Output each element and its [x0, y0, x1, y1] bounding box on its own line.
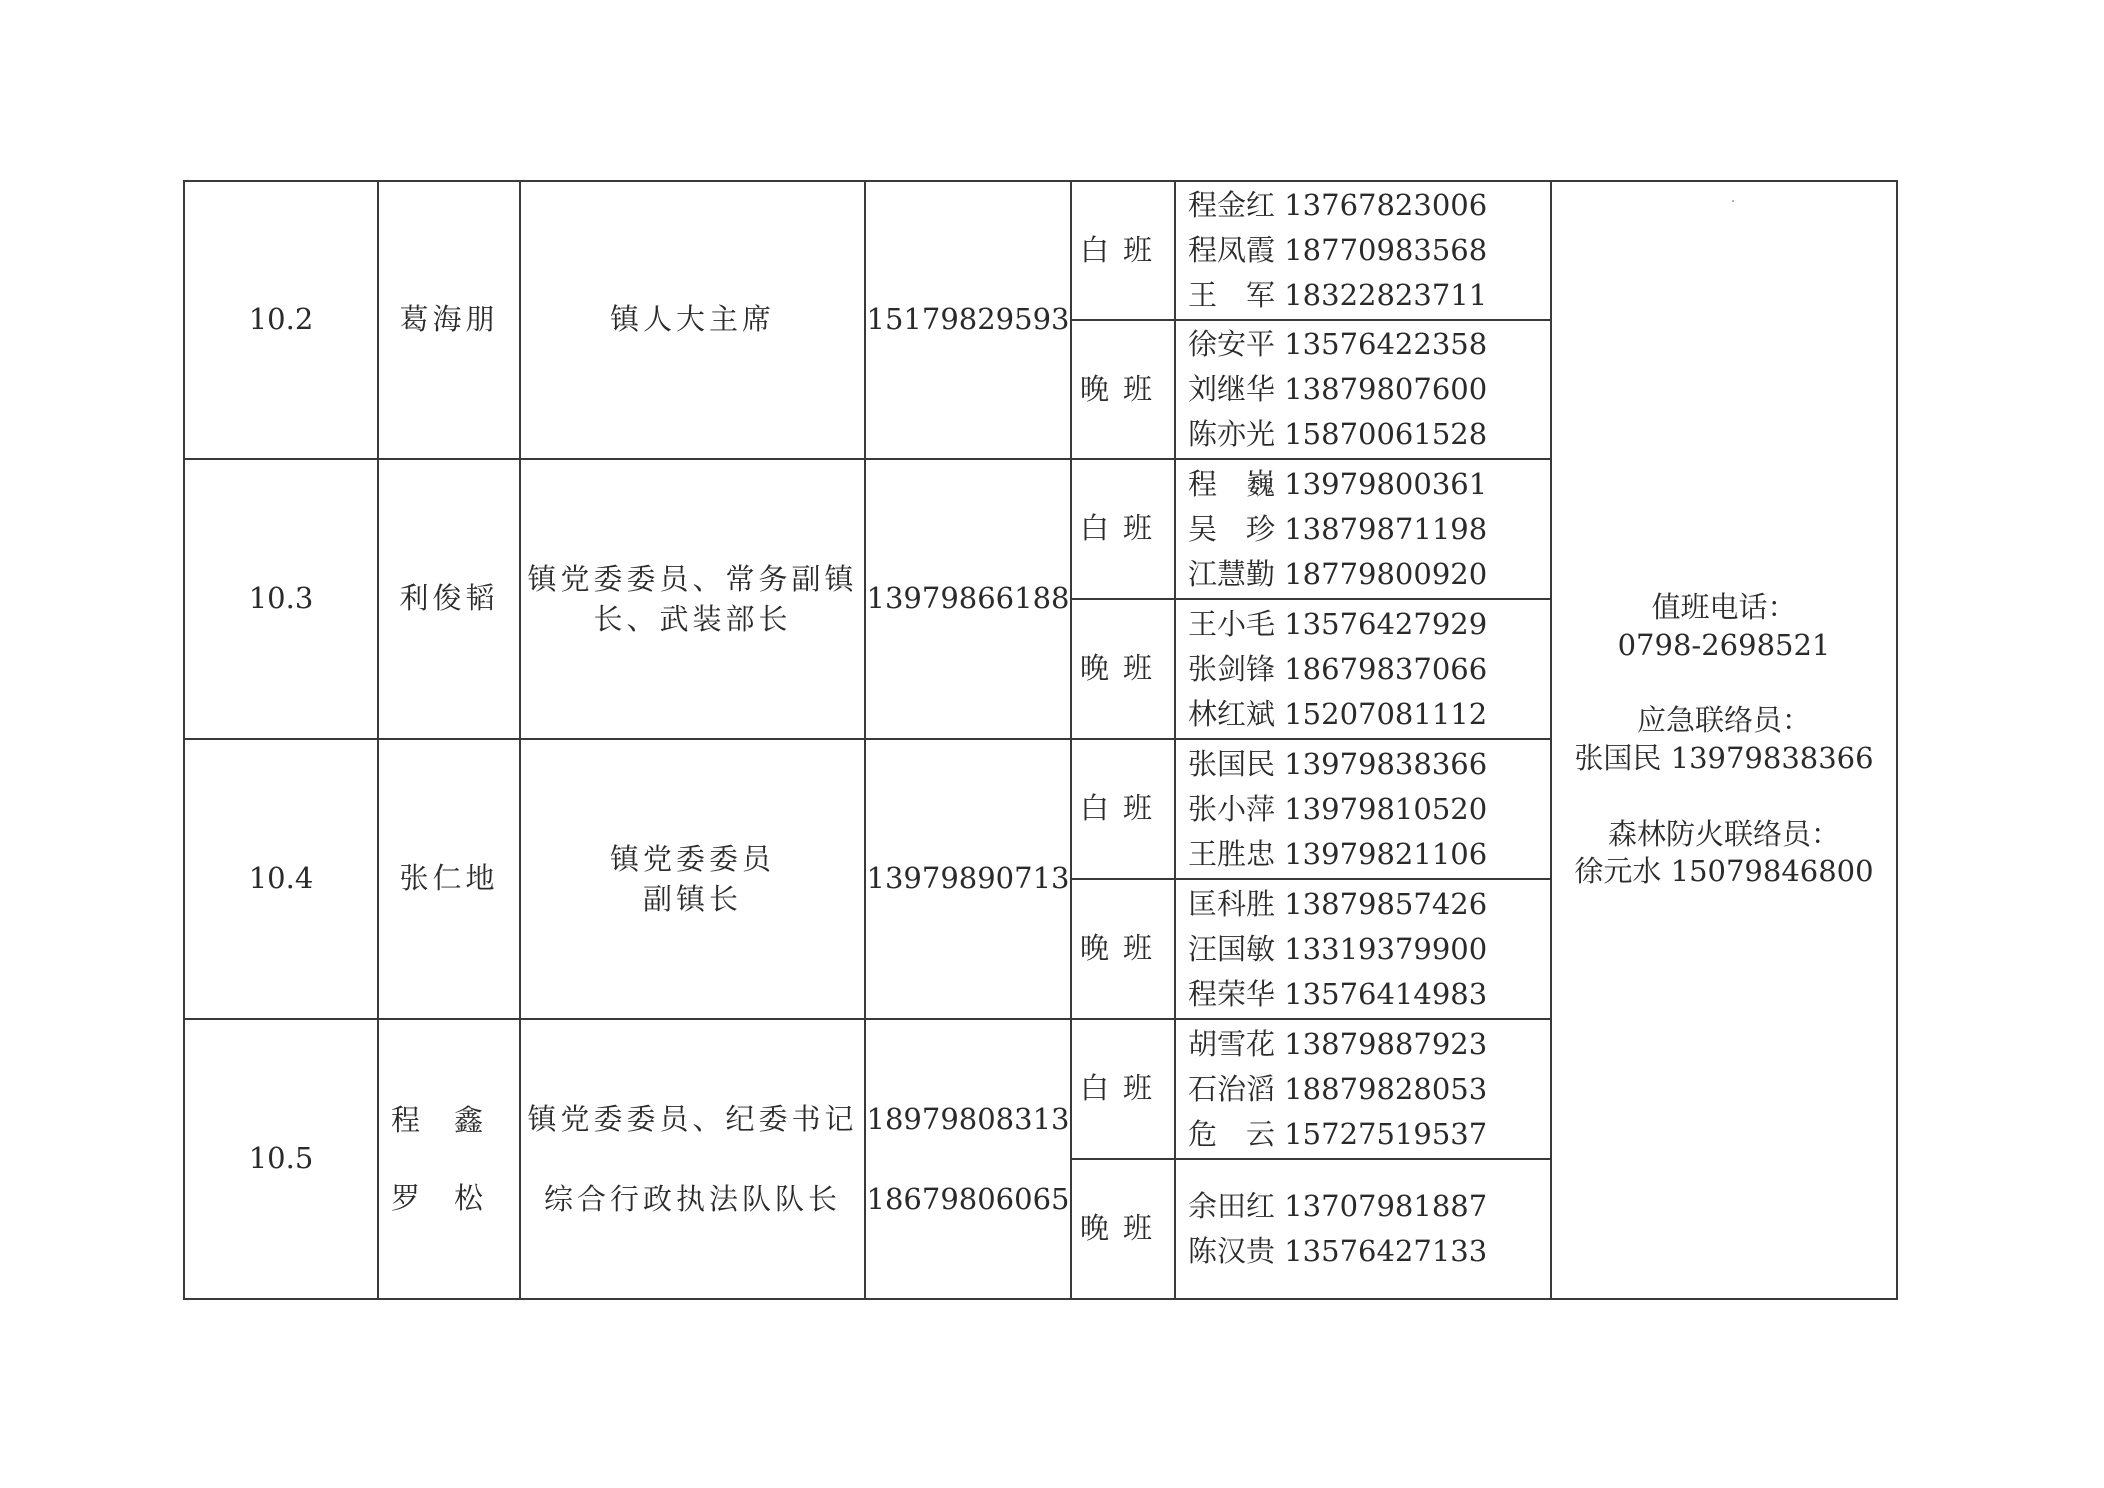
night-shift-staff: [1175, 599, 1551, 739]
day-shift-staff: [1175, 739, 1551, 879]
duty-phone-value: 0798-2698521: [1617, 627, 1831, 662]
staff-entry: 陈亦光 15870061528: [1188, 417, 1488, 451]
forest-fire-contact-label: 森林防火联络员：: [1607, 816, 1840, 851]
phone-line: 18979808313: [866, 1102, 1070, 1136]
staff-entry: 刘继华 13879807600: [1188, 372, 1488, 406]
leader-name: 罗松: [390, 1181, 517, 1215]
phone-cell: [865, 1019, 1071, 1299]
day-shift-staff: [1175, 1019, 1551, 1159]
staff-entry: 程荣华 13576414983: [1188, 976, 1488, 1011]
leader-name: 程鑫: [390, 1103, 517, 1137]
leader-cell: 葛海朋: [378, 181, 520, 459]
date-cell: 10.5: [184, 1019, 378, 1299]
date-cell: 10.4: [184, 739, 378, 1019]
staff-entry: 徐安平 13576422358: [1188, 327, 1488, 361]
staff-entry: 汪国敏 13319379900: [1188, 931, 1488, 966]
staff-entry: 张小萍 13979810520: [1188, 791, 1488, 826]
day-shift-staff: [1175, 459, 1551, 599]
night-shift-label: 晚班: [1071, 1159, 1175, 1299]
emergency-contact-label: 应急联络员：: [1636, 703, 1811, 738]
day-shift-label: 白班: [1071, 459, 1175, 599]
date-cell: 10.2: [184, 181, 378, 459]
night-shift-staff: [1175, 879, 1551, 1019]
staff-entry: 余田红 13707981887: [1188, 1189, 1488, 1223]
staff-entry: 张国民 13979838366: [1188, 746, 1488, 781]
duty-phone-block: [1552, 589, 1896, 664]
staff-entry: 程 巍 13979800361: [1188, 466, 1488, 501]
staff-entry: 陈汉贵 13576427133: [1188, 1234, 1488, 1268]
staff-entry: 张剑锋 18679837066: [1188, 651, 1488, 686]
staff-entry: 王小毛 13576427929: [1188, 606, 1488, 641]
position-line: 副镇长: [642, 882, 742, 916]
table-row: [184, 181, 1897, 320]
staff-entry: 王胜忠 13979821106: [1188, 836, 1488, 871]
staff-entry: 石治滔 18879828053: [1188, 1071, 1488, 1106]
staff-entry: 吴 珍 13879871198: [1188, 511, 1488, 546]
leader-cell: [378, 1019, 520, 1299]
day-shift-label: 白班: [1071, 739, 1175, 879]
duty-phone-label: 值班电话：: [1651, 589, 1797, 624]
day-shift-staff: [1175, 181, 1551, 320]
staff-entry: 林红斌 15207081112: [1188, 696, 1488, 731]
position-line: 镇党委委员: [609, 842, 775, 876]
contact-info-cell: [1551, 181, 1897, 1299]
date-cell: 10.3: [184, 459, 378, 739]
position-line: 长、武装部长: [593, 602, 792, 636]
staff-entry: 江慧勤 18779800920: [1188, 556, 1488, 591]
phone-cell: 15179829593: [865, 181, 1071, 459]
staff-entry: 王 军 18322823711: [1188, 278, 1488, 312]
night-shift-label: 晚班: [1071, 879, 1175, 1019]
night-shift-label: 晚班: [1071, 320, 1175, 459]
phone-cell: 13979866188: [865, 459, 1071, 739]
roster-body: [184, 181, 1897, 1299]
duty-roster-table: [183, 180, 1898, 1300]
phone-line: 18679806065: [866, 1182, 1070, 1216]
phone-cell: 13979890713: [865, 739, 1071, 1019]
forest-fire-contact-block: [1552, 816, 1896, 891]
night-shift-staff: [1175, 1159, 1551, 1299]
leader-cell: 利俊韬: [378, 459, 520, 739]
day-shift-label: 白班: [1071, 181, 1175, 320]
position-cell: [520, 459, 865, 739]
leader-cell: 张仁地: [378, 739, 520, 1019]
emergency-contact-block: [1552, 702, 1896, 777]
position-line: 镇党委委员、纪委书记: [527, 1102, 858, 1136]
staff-entry: 程金红 13767823006: [1188, 188, 1488, 222]
forest-fire-contact-value: 徐元水 15079846800: [1574, 854, 1874, 889]
position-cell: 镇人大主席: [520, 181, 865, 459]
night-shift-label: 晚班: [1071, 599, 1175, 739]
position-cell: [520, 1019, 865, 1299]
staff-entry: 危 云 15727519537: [1188, 1116, 1488, 1151]
night-shift-staff: [1175, 320, 1551, 459]
position-line: 镇党委委员、常务副镇: [527, 562, 858, 596]
day-shift-label: 白班: [1071, 1019, 1175, 1159]
staff-entry: 程凤霞 18770983568: [1188, 233, 1488, 267]
staff-entry: 匡科胜 13879857426: [1188, 886, 1488, 921]
position-line: 综合行政执法队队长: [543, 1182, 841, 1216]
staff-entry: 胡雪花 13879887923: [1188, 1026, 1488, 1061]
position-cell: [520, 739, 865, 1019]
emergency-contact-value: 张国民 13979838366: [1574, 741, 1874, 775]
